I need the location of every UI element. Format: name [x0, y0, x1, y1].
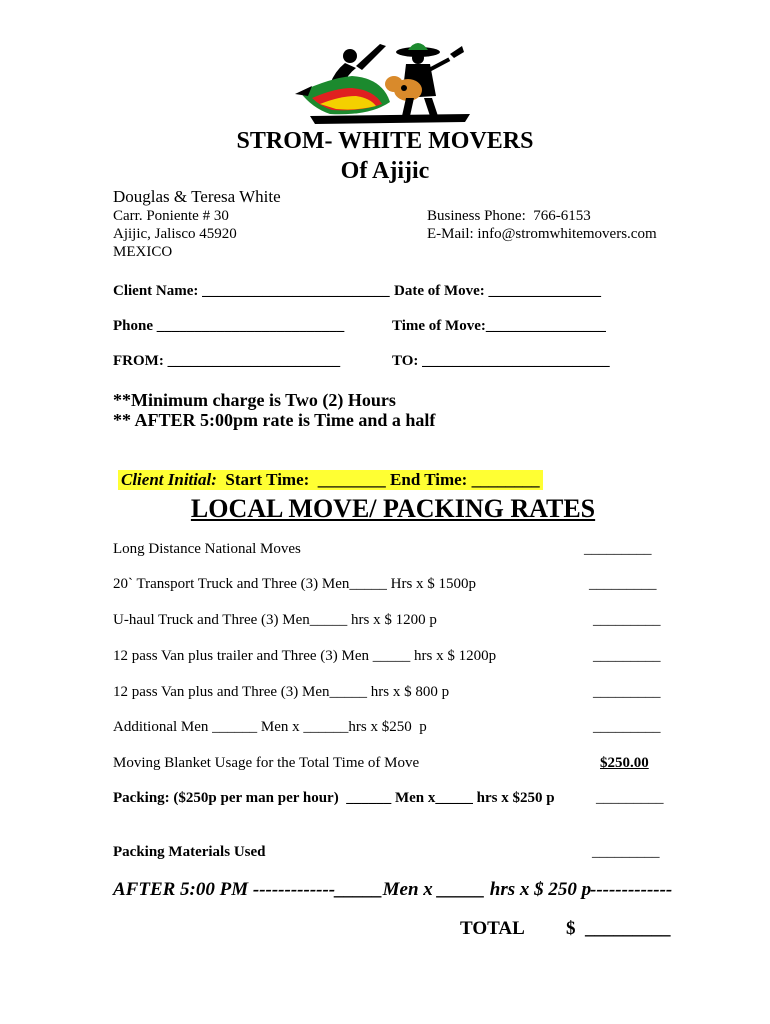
rate-row-label: 20` Transport Truck and Three (3) Men_____ Hrs x $ 1500p: [113, 576, 477, 592]
rate-row-amount[interactable]: _________: [593, 648, 661, 664]
client-initial-label: Client Initial:: [121, 470, 217, 489]
phone-field[interactable]: Phone _________________________: [113, 318, 345, 334]
owners: Douglas & Teresa White: [113, 187, 281, 206]
total-amount[interactable]: $ _________: [566, 918, 671, 939]
client-name-field[interactable]: Client Name: _________________________: [113, 283, 390, 299]
start-end-time-fields: Start Time: ________ End Time: ________: [216, 470, 540, 489]
rate-row-amount[interactable]: _________: [593, 684, 661, 700]
rate-row-amount[interactable]: _________: [593, 719, 661, 735]
rate-row-label: 12 pass Van plus trailer and Three (3) Men _____ hrs x $ 1200p: [113, 648, 497, 664]
rate-row-label: 12 pass Van plus and Three (3) Men_____ hrs x $ 800 p: [113, 684, 450, 700]
rate-row-amount[interactable]: _________: [592, 844, 660, 860]
email: E-Mail: info@stromwhitemovers.com: [427, 226, 657, 242]
rate-row-label: Long Distance National Moves: [113, 541, 301, 557]
blanket-amount: $250.00: [600, 755, 649, 771]
rate-row-amount[interactable]: _________: [589, 576, 657, 592]
dancers-logo-icon: [290, 36, 470, 128]
rate-row-label: U-haul Truck and Three (3) Men_____ hrs x $ 1200 p: [113, 612, 437, 628]
rate-row-amount[interactable]: _________: [584, 541, 652, 557]
after-hours-notice: ** AFTER 5:00pm rate is Time and a half: [113, 410, 436, 430]
rate-row-amount[interactable]: _________: [596, 790, 664, 806]
after-hours-row-amount[interactable]: -------------: [590, 879, 673, 900]
minimum-charge-notice: **Minimum charge is Two (2) Hours: [113, 390, 396, 410]
rate-row-amount[interactable]: _________: [593, 612, 661, 628]
after-hours-row-label: AFTER 5:00 PM -------------_____Men x _____ hrs x $ 250 p: [113, 879, 592, 900]
from-field[interactable]: FROM: _______________________: [113, 353, 341, 369]
to-field[interactable]: TO: _________________________: [392, 353, 610, 369]
address-line2: Ajijic, Jalisco 45920: [113, 226, 237, 242]
rates-title: LOCAL MOVE/ PACKING RATES: [190, 494, 596, 523]
rate-row-label: Moving Blanket Usage for the Total Time of Move: [113, 755, 420, 771]
rate-row-label: Additional Men ______ Men x ______hrs x $250 p: [113, 719, 427, 735]
company-location: Of Ajijic: [340, 158, 430, 184]
address-line3: MEXICO: [113, 244, 173, 260]
packing-row-label: Packing: ($250p per man per hour) ______ Men x_____ hrs x $250 p: [113, 790, 555, 806]
total-label: TOTAL: [460, 918, 525, 939]
date-of-move-field[interactable]: Date of Move: _______________: [394, 283, 602, 299]
business-phone: Business Phone: 766-6153: [427, 208, 591, 224]
address-line1: Carr. Poniente # 30: [113, 208, 229, 224]
time-of-move-field[interactable]: Time of Move:________________: [392, 318, 606, 334]
client-initial-line[interactable]: [110, 452, 543, 490]
company-name: STROM- WHITE MOVERS: [236, 128, 534, 154]
packing-materials-label: Packing Materials Used: [113, 844, 266, 860]
